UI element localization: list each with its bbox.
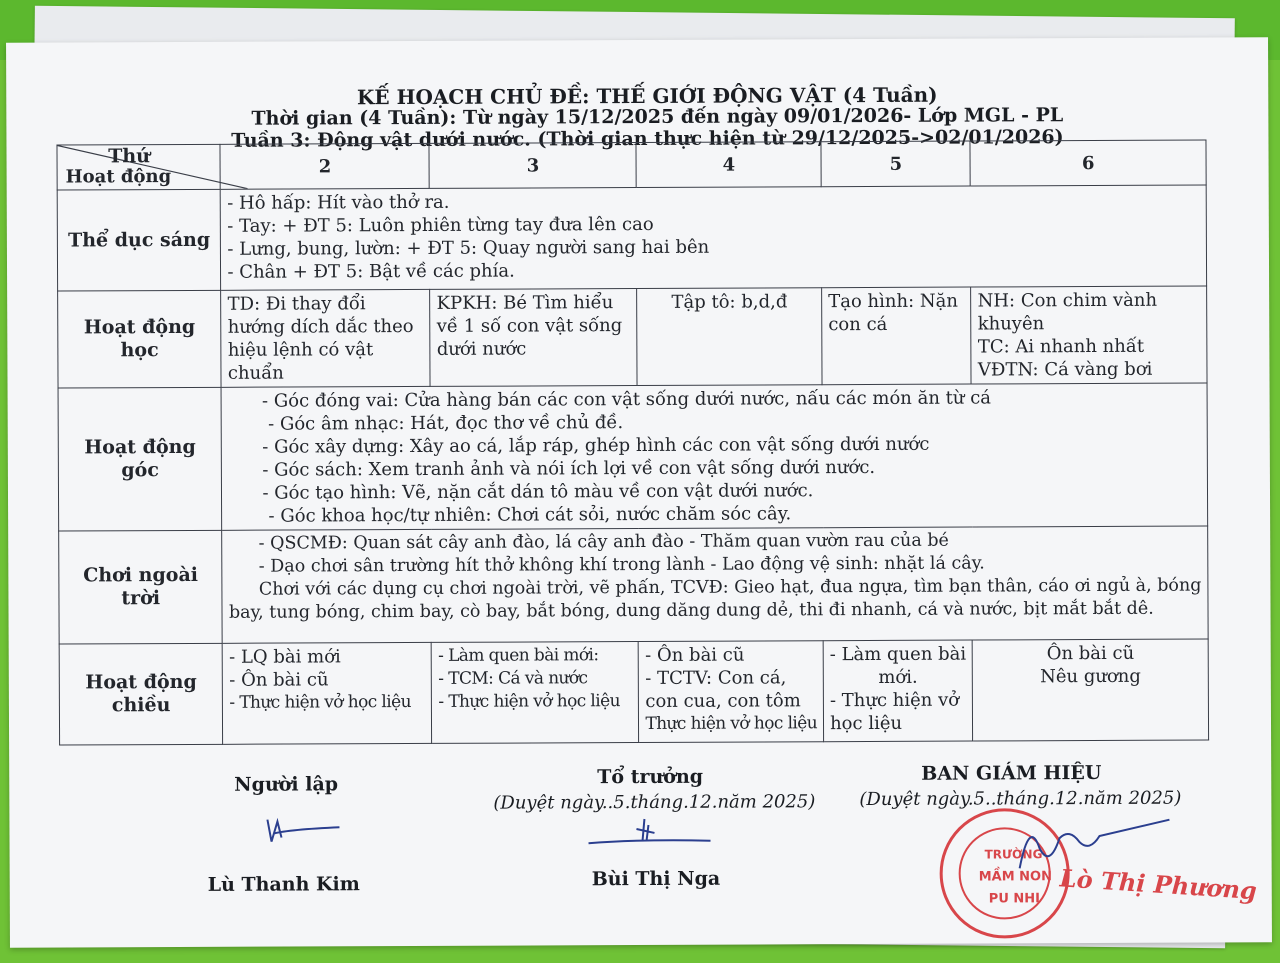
row-label-the-duc-sang: Thể dục sáng [57,189,221,291]
document-page [6,37,1272,947]
hoc-cell-thu-3: KPKH: Bé Tìm hiểu về 1 số con vật sống dưới nước [430,289,637,387]
chieu-line: Thực hiện vở học liệu [645,713,818,734]
chieu-line: - Thực hiện vở học liệu [229,691,411,713]
chieu-line: học liệu [830,712,903,735]
nguoi-lap-name: Lù Thanh Kim [207,873,360,896]
chieu-cell-thu-3 [432,642,639,744]
stamp-line-3: PU NHI [988,891,1041,907]
chieu-line: - Ôn bài cũ [645,644,745,666]
nguoi-lap-signature [259,811,349,851]
corner-cell [57,144,221,190]
ngoai-troi-line: - Dạo chơi sân trường hít thở không khí trong lành - Lao động vệ sinh: nhặt lá cây. [258,553,985,577]
row-label-hoat-dong-chieu: Hoạt động chiều [59,643,223,745]
ngoai-troi-line: - QSCMĐ: Quan sát cây anh đào, lá cây anh đào - Thăm quan vườn rau của bé [258,530,949,554]
the-duc-sang-line: - Chân + ĐT 5: Bật về các phía. [227,260,515,283]
goc-line: - Góc xây dựng: Xây ao cá, lắp ráp, ghép hình các con vật sống dưới nước [262,433,930,458]
choi-ngoai-troi-content [222,526,1208,643]
to-truong-name: Bùi Thị Nga [591,867,721,891]
day-header-4: 4 [636,142,821,188]
to-truong-date: (Duyệt ngày..5.tháng.12.năm 2025) [493,791,816,814]
corner-thu: Thứ [108,145,151,168]
table-header-row [57,140,1206,190]
chieu-line: mới. [878,666,918,688]
row-choi-ngoai-troi [59,526,1208,644]
the-duc-sang-line: - Hô hấp: Hít vào thở ra. [227,191,450,214]
chieu-line: - Thực hiện vở [829,689,960,712]
chieu-line: - Thực hiện vở học liệu [438,691,620,712]
chieu-line: Nêu gương [1040,665,1141,688]
chieu-cell-thu-6 [973,639,1209,741]
hoat-dong-goc-content [221,383,1207,530]
goc-line: - Góc sách: Xem tranh ảnh và nói ích lợi về con vật sống dưới nước. [262,456,876,481]
document-subtitle: Thời gian (4 Tuần): Từ ngày 15/12/2025 đến ngày 09/01/2026- Lớp MGL - PL [251,104,1064,130]
goc-line: - Góc khoa học/tự nhiên: Chơi cát sỏi, nước chăm sóc cây. [268,503,792,527]
chieu-line: - TCM: Cá và nước [438,668,588,689]
hoc-cell-thu-4: Tập tô: b,d,đ [637,288,822,386]
nguoi-lap-title: Người lập [234,773,339,796]
ngoai-troi-line: Chơi với các dụng cụ chơi ngoài trời, vẽ phấn, TCVĐ: Gieo hạt, đua ngựa, tìm bạn thân, cáo ơi ngủ à, bóng [258,575,1202,600]
to-truong-title: Tổ trưởng [597,765,704,789]
to-truong-signature [584,815,714,856]
row-label-hoat-dong-goc: Hoạt động góc [58,387,222,531]
ban-giam-hieu-title: BAN GIÁM HIỆU [921,761,1102,785]
row-hoat-dong-chieu [59,639,1208,745]
day-header-6: 6 [970,140,1206,186]
chieu-line: Ôn bài cũ [1046,642,1135,665]
chieu-cell-thu-5 [823,640,973,742]
row-label-hoat-dong-hoc: Hoạt động học [58,290,222,388]
the-duc-sang-content [221,185,1207,290]
chieu-cell-thu-2 [223,642,432,744]
chieu-line: - Ôn bài cũ [229,669,329,691]
row-the-duc-sang [57,185,1206,291]
chieu-line: - Làm quen bài [829,643,967,666]
stamp-line-2: MẦM NON [978,869,1052,885]
goc-line: - Góc tạo hình: Vẽ, nặn cắt dán tô màu về con vật dưới nước. [262,480,814,504]
hoc-cell-thu-2: TD: Đi thay đổi hướng dích dắc theo hiệu lệnh có vật chuẩn [221,289,430,387]
goc-line: - Góc đóng vai: Cửa hàng bán các con vật sống dưới nước, nấu các món ăn từ cá [261,387,992,412]
day-header-2: 2 [220,143,429,189]
document-title: KẾ HOẠCH CHỦ ĐỀ: THẾ GIỚI ĐỘNG VẬT (4 Tuần) [356,82,938,110]
corner-hoat-dong: Hoạt động [65,166,172,188]
day-header-3: 3 [429,143,636,189]
ban-giam-hieu-date: (Duyệt ngày.5..tháng.12.năm 2025) [859,787,1182,811]
chieu-cell-thu-4 [639,641,824,743]
row-hoat-dong-hoc [58,286,1207,388]
ngoai-troi-line: bay, tung bóng, chim bay, cò bay, bắt bóng, dung dăng dung dẻ, thi đi nhanh, cá và nước, bịt mắt bắt dê. [228,598,1154,623]
row-hoat-dong-goc [58,383,1208,531]
chieu-line: - TCTV: Con cá, [645,667,787,689]
chieu-line: - Làm quen bài mới: [438,645,599,666]
plan-table [56,140,1209,746]
chieu-line: con cua, con tôm [645,690,801,712]
goc-line: - Góc âm nhạc: Hát, đọc thơ về chủ đề. [268,412,624,435]
stamp-line-1: TRƯỜNG [984,847,1043,862]
day-header-5: 5 [821,141,971,187]
row-label-choi-ngoai-troi: Chơi ngoài trời [59,530,223,644]
hoc-cell-thu-5: Tạo hình: Nặn con cá [822,287,972,385]
week-title: Tuần 3: Động vật dưới nước. (Thời gian thực hiện từ 29/12/2025->02/01/2026) [231,126,1064,152]
hoc-cell-thu-6: NH: Con chim vành khuyên TC: Ai nhanh nhất VĐTN: Cá vàng bơi [971,286,1207,384]
the-duc-sang-line: - Lưng, bung, lườn: + ĐT 5: Quay người sang hai bên [227,236,710,260]
the-duc-sang-line: - Tay: + ĐT 5: Luôn phiên từng tay đưa lên cao [227,213,654,237]
ban-giam-hieu-name: Lò Thị Phương [1058,863,1258,906]
chieu-line: - LQ bài mới [229,646,341,668]
